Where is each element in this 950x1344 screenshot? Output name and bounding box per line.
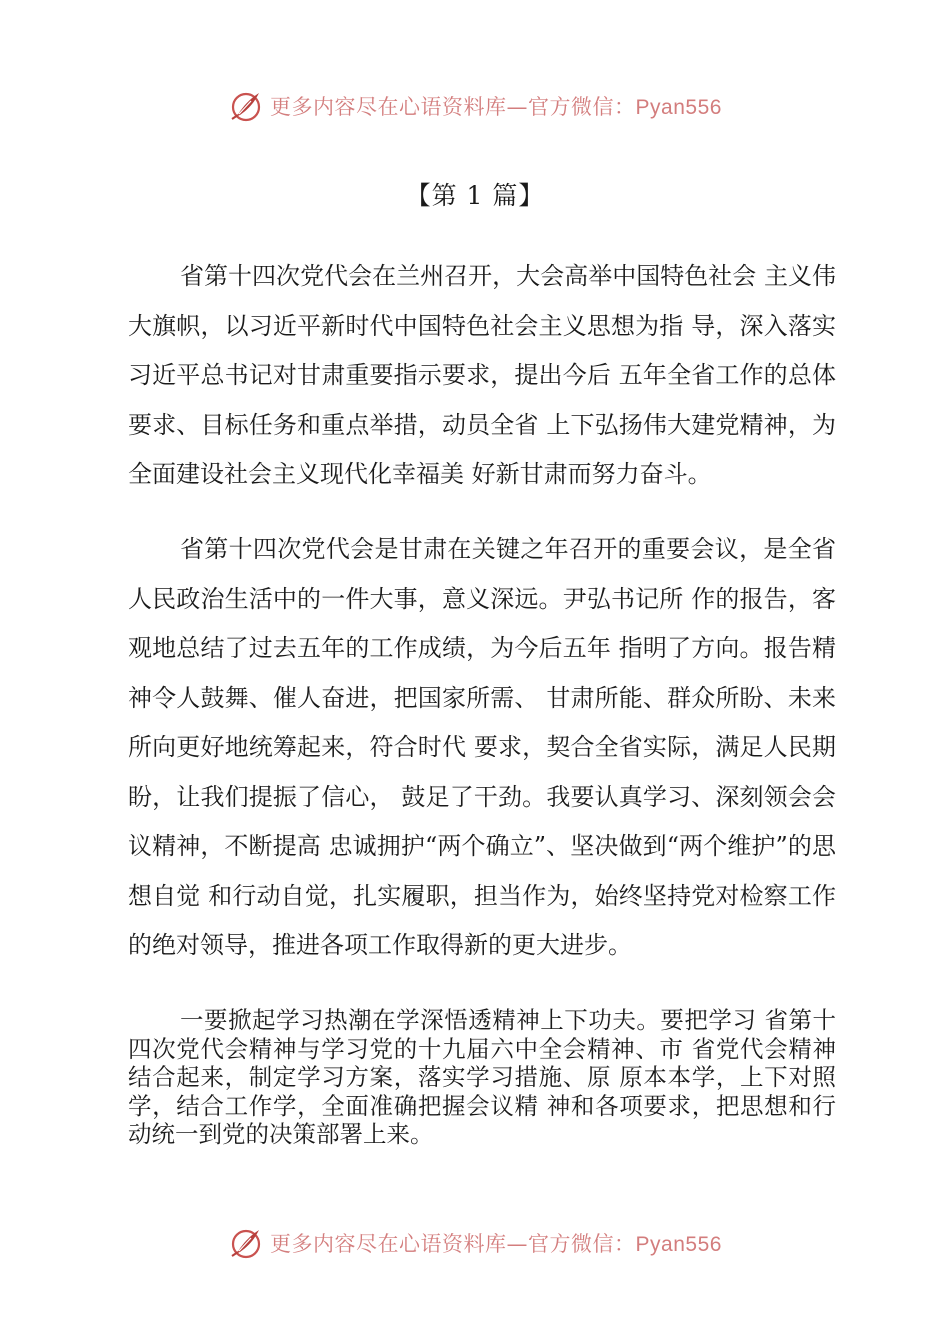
watermark-text-cn: 更多内容尽在心语资料库—官方微信： bbox=[270, 1232, 636, 1256]
paragraph-1: 省第十四次党代会在兰州召开，大会高举中国特色社会 主义伟大旗帜，以习近平新时代中国特色社会主义思想为指 导，深入落实习近平总书记对甘肃重要指示要求，提出今后 五年全省工作的总体要求、目标任务和重点举措，动员全省 上下弘扬伟大建党精神，为全面建设社会主义现代化幸福美 好新甘肃而努力奋斗。 bbox=[128, 262, 836, 488]
watermark-text-cn: 更多内容尽在心语资料库—官方微信： bbox=[270, 95, 636, 119]
watermark-text bbox=[270, 91, 722, 121]
paragraph-2: 省第十四次党代会是甘肃在关键之年召开的重要会议，是全省人民政治生活中的一件大事，意义深远。尹弘书记所 作的报告，客观地总结了过去五年的工作成绩，为今后五年 指明了方向。报告精神令人鼓舞、催人奋进，把国家所需、 甘肃所能、群众所盼、未来所向更好地统筹起来，符合时代 要求，契合全省实际，满足人民期盼，让我们提振了信心， 鼓足了干劲。我要认真学习、深刻领会会议精神，不断提高 忠诚拥护“两个确立”、坚决做到“两个维护”的思想自觉 和行动自觉，扎实履职，担当作为，始终坚持党对检察工作 的绝对领导，推进各项工作取得新的更大进步。 bbox=[128, 535, 836, 959]
paragraph-3: 一要掀起学习热潮在学深悟透精神上下功夫。要把学习 省第十四次党代会精神与学习党的十九届六中全会精神、市 省党代会精神结合起来，制定学习方案，落实学习措施、原 原本本学，上下对照学，结合工作学，全面准确把握会议精 神和各项要求，把思想和行动统一到党的决策部署上来。 bbox=[128, 1006, 836, 1149]
quill-logo-icon bbox=[228, 1225, 264, 1261]
header-watermark bbox=[0, 88, 950, 124]
footer-watermark bbox=[0, 1225, 950, 1261]
watermark-text-en: Pyan556 bbox=[635, 1233, 722, 1256]
watermark-text bbox=[270, 1228, 722, 1258]
watermark-text-en: Pyan556 bbox=[635, 96, 722, 119]
quill-logo-icon bbox=[228, 88, 264, 124]
section-title: 【第 1 篇】 bbox=[405, 181, 545, 210]
